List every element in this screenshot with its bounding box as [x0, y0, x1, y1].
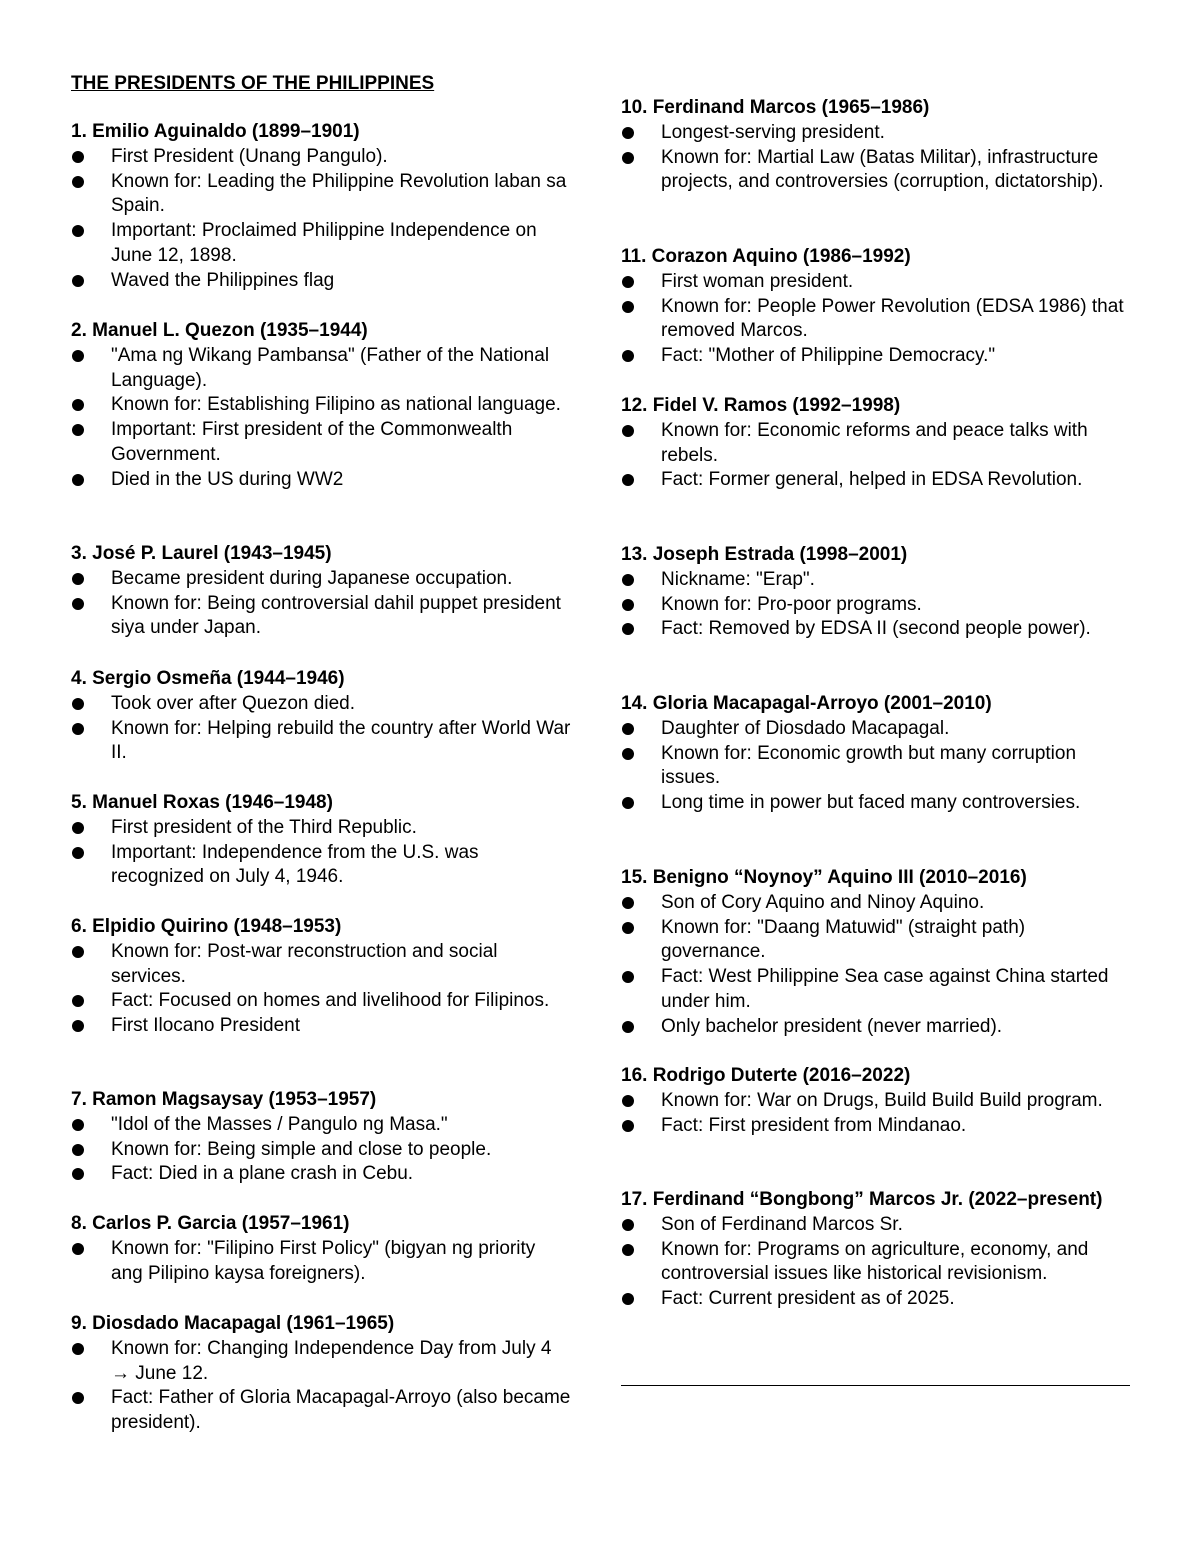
president-entry: [71, 791, 571, 890]
bullet-dot-icon: [622, 474, 634, 486]
bullet-dot-icon: [72, 1144, 84, 1156]
bullet-text: Known for: Helping rebuild the country after World War II.: [111, 717, 571, 764]
president-heading: 15. Benigno “Noynoy” Aquino III (2010–2016): [621, 867, 1027, 888]
bullet-dot-icon: [622, 748, 634, 760]
bullet-dot-icon: [622, 922, 634, 934]
bullet-dot-icon: [72, 995, 84, 1007]
bullet-dot-icon: [622, 301, 634, 313]
bullet-dot-icon: [72, 474, 84, 486]
bullet-dot-icon: [72, 946, 84, 958]
bullet-item: [71, 816, 571, 841]
bullet-item: [621, 617, 1131, 642]
bullet-dot-icon: [622, 574, 634, 586]
president-entry: [621, 866, 1131, 1040]
bullet-dot-icon: [72, 573, 84, 585]
bullet-list: [71, 567, 571, 641]
bullet-dot-icon: [72, 1243, 84, 1255]
bullet-text: First woman president.: [661, 270, 854, 292]
bullet-item: [71, 692, 571, 717]
bullet-dot-icon: [622, 623, 634, 635]
president-heading: 16. Rodrigo Duterte (2016–2022): [621, 1065, 911, 1086]
bullet-dot-icon: [72, 1392, 84, 1404]
bullet-item: [621, 717, 1131, 742]
bullet-text: Known for: Being controversial dahil puppet president siya under Japan.: [111, 592, 561, 639]
bullet-item: [71, 1113, 571, 1138]
bullet-item: [71, 219, 571, 269]
president-heading: 9. Diosdado Macapagal (1961–1965): [71, 1313, 395, 1334]
president-heading: 6. Elpidio Quirino (1948–1953): [71, 916, 342, 937]
bullet-dot-icon: [622, 276, 634, 288]
document-title: THE PRESIDENTS OF THE PHILIPPINES: [71, 73, 435, 94]
bullet-text: Known for: Leading the Philippine Revolution laban sa Spain.: [111, 170, 567, 217]
bullet-item: [621, 344, 1131, 369]
bullet-text: Important: Independence from the U.S. was recognized on July 4, 1946.: [111, 841, 479, 888]
bullet-item: [621, 568, 1131, 593]
bullet-dot-icon: [622, 971, 634, 983]
bullet-text: First Ilocano President: [111, 1015, 301, 1037]
bullet-item: [71, 418, 571, 468]
bullet-text: Fact: West Philippine Sea case against China started under him.: [661, 966, 1109, 1012]
bullet-list: [71, 145, 571, 294]
bullet-dot-icon: [72, 350, 84, 362]
bullet-dot-icon: [72, 176, 84, 188]
bullet-text: Fact: First president from Mindanao.: [661, 1114, 967, 1136]
bullet-text: Son of Cory Aquino and Ninoy Aquino.: [661, 891, 985, 913]
bullet-text: Known for: Pro-poor programs.: [661, 593, 922, 615]
president-heading: 11. Corazon Aquino (1986–1992): [621, 246, 911, 267]
bullet-item: [621, 965, 1131, 1015]
bullet-text: Fact: Former general, helped in EDSA Revolution.: [661, 469, 1083, 491]
bullet-dot-icon: [72, 1168, 84, 1180]
bullet-dot-icon: [72, 399, 84, 411]
bullet-dot-icon: [622, 350, 634, 362]
bullet-item: [71, 393, 571, 418]
president-heading: 7. Ramon Magsaysay (1953–1957): [71, 1089, 377, 1110]
bullet-item: [621, 1287, 1131, 1312]
bullet-text: Known for: Economic growth but many corruption issues.: [661, 742, 1077, 789]
bullet-item: [621, 1015, 1131, 1040]
president-heading: 2. Manuel L. Quezon (1935–1944): [71, 320, 368, 341]
bullet-item: [621, 1114, 1131, 1139]
bullet-text: Fact: "Mother of Philippine Democracy.": [661, 345, 996, 367]
president-entry: [621, 1064, 1131, 1138]
bullet-text: Waved the Philippines flag: [111, 269, 335, 291]
bullet-dot-icon: [622, 723, 634, 735]
bullet-text: Fact: Removed by EDSA II (second people power).: [661, 618, 1091, 640]
president-entry: [71, 667, 571, 766]
bullet-text: Took over after Quezon died.: [111, 692, 355, 714]
president-entry: [71, 1312, 571, 1436]
bullet-text: Known for: War on Drugs, Build Build Build program.: [661, 1089, 1103, 1111]
bullet-text: Son of Ferdinand Marcos Sr.: [661, 1213, 903, 1235]
bullet-item: [71, 1138, 571, 1163]
bullet-dot-icon: [72, 1119, 84, 1131]
bullet-text: Fact: Current president as of 2025.: [661, 1288, 955, 1310]
bullet-list: [621, 717, 1131, 816]
bullet-list: [621, 270, 1131, 369]
president-entry: [71, 1088, 571, 1187]
president-entry: [621, 96, 1131, 195]
bullet-dot-icon: [72, 698, 84, 710]
president-heading: 1. Emilio Aguinaldo (1899–1901): [71, 121, 360, 142]
bullet-item: [621, 146, 1131, 196]
bullet-dot-icon: [72, 847, 84, 859]
bullet-text: First President (Unang Pangulo).: [111, 145, 388, 167]
bullet-list: [621, 568, 1131, 642]
bullet-text: Long time in power but faced many controversies.: [661, 792, 1081, 814]
bullet-text: Longest-serving president.: [661, 121, 885, 143]
bullet-text: Fact: Focused on homes and livelihood for Filipinos.: [111, 990, 550, 1012]
president-entry: [71, 542, 571, 641]
bullet-text: "Idol of the Masses / Pangulo ng Masa.": [111, 1113, 448, 1135]
bullet-dot-icon: [622, 152, 634, 164]
bullet-list: [621, 1213, 1131, 1312]
bullet-item: [71, 344, 571, 394]
bullet-dot-icon: [622, 425, 634, 437]
bullet-item: [71, 841, 571, 891]
bullet-dot-icon: [72, 1343, 84, 1355]
president-heading: 13. Joseph Estrada (1998–2001): [621, 544, 908, 565]
bullet-dot-icon: [622, 1219, 634, 1231]
president-heading: 12. Fidel V. Ramos (1992–1998): [621, 395, 901, 416]
bullet-item: [71, 717, 571, 767]
bullet-dot-icon: [72, 275, 84, 287]
president-heading: 10. Ferdinand Marcos (1965–1986): [621, 97, 930, 118]
bullet-text: Daughter of Diosdado Macapagal.: [661, 717, 950, 739]
president-heading: 8. Carlos P. Garcia (1957–1961): [71, 1213, 350, 1234]
bullet-text: Known for: Being simple and close to people.: [111, 1138, 492, 1160]
bullet-text: Known for: Programs on agriculture, economy, and controversial issues like historical revisionism.: [661, 1238, 1089, 1285]
bullet-dot-icon: [622, 1120, 634, 1132]
bullet-item: [621, 593, 1131, 618]
bullet-dot-icon: [72, 424, 84, 436]
bullet-list: [71, 940, 571, 1039]
bullet-list: [621, 121, 1131, 195]
bullet-list: [71, 1337, 571, 1436]
bullet-item: [621, 295, 1131, 345]
bullet-item: [621, 891, 1131, 916]
bullet-item: [71, 940, 571, 990]
president-heading: 3. José P. Laurel (1943–1945): [71, 543, 332, 564]
bullet-item: [621, 916, 1131, 966]
president-heading: 17. Ferdinand “Bongbong” Marcos Jr. (2022–present): [621, 1189, 1103, 1210]
bullet-item: [71, 567, 571, 592]
bullet-item: [71, 1386, 571, 1436]
president-entry: [621, 394, 1131, 493]
president-entry: [71, 915, 571, 1039]
bullet-text: Nickname: "Erap".: [661, 568, 815, 590]
bullet-dot-icon: [622, 1293, 634, 1305]
bullet-dot-icon: [622, 1095, 634, 1107]
horizontal-rule: [621, 1385, 1130, 1386]
bullet-dot-icon: [72, 598, 84, 610]
bullet-text: First president of the Third Republic.: [111, 816, 417, 838]
bullet-text: Known for: Economic reforms and peace talks with rebels.: [661, 419, 1088, 466]
bullet-text: Known for: Martial Law (Batas Militar), infrastructure projects, and controversies (corruption, dictatorship).: [661, 146, 1104, 193]
bullet-text: Fact: Died in a plane crash in Cebu.: [111, 1163, 414, 1185]
bullet-item: [71, 269, 571, 294]
president-heading: 4. Sergio Osmeña (1944–1946): [71, 668, 345, 689]
bullet-item: [71, 1337, 571, 1387]
bullet-item: [71, 1014, 571, 1039]
bullet-item: [621, 419, 1131, 469]
president-entry: [71, 1212, 571, 1286]
president-entry: [621, 1188, 1131, 1312]
bullet-item: [71, 1237, 571, 1287]
bullet-item: [71, 1162, 571, 1187]
bullet-dot-icon: [622, 127, 634, 139]
president-heading: 5. Manuel Roxas (1946–1948): [71, 792, 333, 813]
bullet-item: [71, 468, 571, 493]
bullet-item: [71, 989, 571, 1014]
bullet-item: [621, 121, 1131, 146]
bullet-item: [621, 742, 1131, 792]
bullet-dot-icon: [622, 1244, 634, 1256]
bullet-dot-icon: [622, 797, 634, 809]
bullet-text: Became president during Japanese occupation.: [111, 567, 513, 589]
bullet-text: Known for: Post-war reconstruction and social services.: [111, 940, 498, 987]
bullet-text: Only bachelor president (never married).: [661, 1015, 1003, 1037]
bullet-item: [621, 468, 1131, 493]
bullet-dot-icon: [72, 723, 84, 735]
president-entry: [621, 543, 1131, 642]
bullet-list: [71, 1237, 571, 1287]
bullet-item: [621, 1238, 1131, 1288]
president-heading: 14. Gloria Macapagal-Arroyo (2001–2010): [621, 693, 992, 714]
bullet-list: [71, 1113, 571, 1187]
bullet-text: "Ama ng Wikang Pambansa" (Father of the National Language).: [111, 344, 550, 391]
bullet-text: Fact: Father of Gloria Macapagal-Arroyo (also became president).: [111, 1387, 571, 1434]
president-entry: [621, 692, 1131, 816]
bullet-list: [71, 692, 571, 766]
bullet-text: Known for: People Power Revolution (EDSA 1986) that removed Marcos.: [661, 295, 1124, 342]
president-entry: [621, 245, 1131, 369]
bullet-list: [621, 419, 1131, 493]
president-entry: [71, 120, 571, 294]
bullet-list: [621, 891, 1131, 1040]
bullet-text: Known for: "Filipino First Policy" (bigyan ng priority ang Pilipino kaysa foreigners).: [111, 1237, 536, 1284]
bullet-item: [71, 170, 571, 220]
bullet-text: Known for: Establishing Filipino as national language.: [111, 394, 561, 416]
bullet-text: Important: Proclaimed Philippine Independence on June 12, 1898.: [111, 220, 537, 266]
bullet-dot-icon: [622, 1021, 634, 1033]
bullet-item: [621, 1089, 1131, 1114]
bullet-list: [71, 816, 571, 890]
bullet-list: [621, 1089, 1131, 1139]
bullet-dot-icon: [72, 225, 84, 237]
bullet-item: [621, 1213, 1131, 1238]
bullet-dot-icon: [622, 897, 634, 909]
bullet-text: Died in the US during WW2: [111, 468, 344, 490]
bullet-list: [71, 344, 571, 493]
bullet-item: [71, 592, 571, 642]
bullet-dot-icon: [622, 599, 634, 611]
bullet-dot-icon: [72, 1020, 84, 1032]
bullet-item: [621, 270, 1131, 295]
bullet-text: Known for: "Daang Matuwid" (straight path) governance.: [661, 916, 1026, 963]
bullet-dot-icon: [72, 151, 84, 163]
bullet-text: Known for: Changing Independence Day from July 4 → June 12.: [111, 1337, 552, 1384]
president-entry: [71, 319, 571, 493]
bullet-text: Important: First president of the Commonwealth Government.: [111, 419, 513, 465]
bullet-dot-icon: [72, 822, 84, 834]
bullet-item: [621, 791, 1131, 816]
bullet-item: [71, 145, 571, 170]
